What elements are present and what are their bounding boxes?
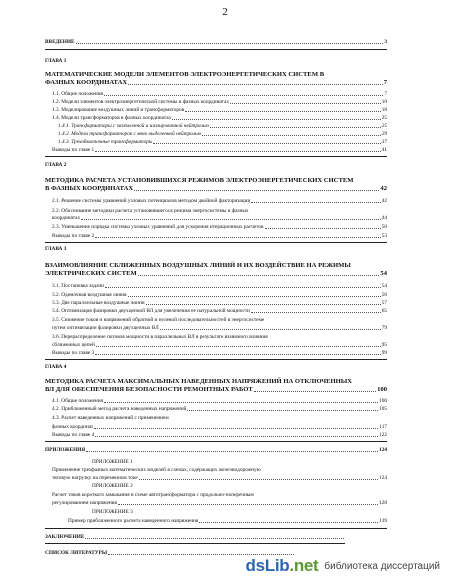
toc-item[interactable]: 1.4. Модели трансформаторов в фазных координатах 25 xyxy=(52,115,387,121)
toc-subitem[interactable]: 1.4.1. Трансформаторы с заземленной и изолированной нейтралью 25 xyxy=(58,123,387,129)
watermark xyxy=(246,556,440,576)
dslib-logo: dsLib.net xyxy=(245,556,319,575)
chapter-title: МЕТОДИКА РАСЧЕТА МАКСИМАЛЬНЫХ НАВЕДЕННЫХ НАПРЯЖЕНИЙ НА ОТКЛЮЧЕННЫХ xyxy=(45,378,352,385)
toc-item[interactable]: Выводы по главе 4 122 xyxy=(52,432,387,438)
divider xyxy=(45,543,345,544)
divider xyxy=(45,242,387,243)
toc-item-cont[interactable]: координатах 44 xyxy=(52,215,387,221)
chapter-title: ВЗАИМОВЛИЯНИЕ СБЛИЖЕННЫХ ВОЗДУШНЫХ ЛИНИЙ И ИХ ВОЗДЕЙСТВИЕ НА РЕЖИМЫ xyxy=(45,262,351,269)
toc-item[interactable]: Выводы по главе 3 99 xyxy=(52,350,387,356)
watermark-subtitle: библиотека диссертаций xyxy=(324,560,440,572)
chapter-heading: ГЛАВА 4 xyxy=(45,364,67,370)
chapter-title: МЕТОДИКА РАСЧЕТА УСТАНОВИВШИХСЯ РЕЖИМОВ ЭЛЕКТРОЭНЕРГЕТИЧЕСКИХ СИСТЕМ xyxy=(45,177,354,184)
toc-item[interactable]: 2.1. Решение системы уравнений узловых потенциалов методом двойной факторизации 42 xyxy=(52,198,387,204)
toc-item[interactable]: 2.2. Обоснование методики расчета установившегося режима энергосистемы в фазных xyxy=(52,208,249,214)
chapter-title-line2[interactable]: ВЛ ДЛЯ ОБЕСПЕЧЕНИЯ БЕЗОПАСНОСТИ РЕМОНТНЫХ РАБОТ 100 xyxy=(45,386,387,393)
toc-item[interactable]: 3.6. Перераспределение потоков мощности в параллельных ВЛ в результате взаимного влияния xyxy=(52,334,268,340)
divider xyxy=(45,156,387,157)
toc-item[interactable]: Выводы по главе 2 53 xyxy=(52,233,387,239)
toc-conclusion[interactable]: ЗАКЛЮЧЕНИЕ xyxy=(45,534,345,540)
chapter-heading: ГЛАВА 1 xyxy=(45,58,67,64)
toc-item-cont[interactable]: фазных координат 117 xyxy=(52,424,387,430)
toc-item[interactable]: Расчет токов короткого замыкания в схеме автотрансформатора с продольно-поперечным xyxy=(52,492,254,498)
toc-item[interactable]: 3.2. Одиночная воздушная линия 56 xyxy=(52,292,387,298)
toc-subitem[interactable]: 1.4.3. Трехобмоточные трансформаторы 37 xyxy=(58,139,387,145)
toc-item[interactable]: Выводы по главе 1 41 xyxy=(52,147,387,153)
toc-item-cont[interactable]: путем оптимизации фазировки двухцепных ВЛ 79 xyxy=(52,325,387,331)
toc-item[interactable]: 4.3. Расчет наведенных напряжений с применением xyxy=(52,415,169,421)
toc-item[interactable]: 3.3. Две параллельные воздушные линии 57 xyxy=(52,300,387,306)
chapter-title-line2[interactable]: В ФАЗНЫХ КООРДИНАТАХ 42 xyxy=(45,185,387,192)
toc-item[interactable]: 4.2. Приближенный метод расчета наведенных напряжений 105 xyxy=(52,406,387,412)
appendix-heading: ПРИЛОЖЕНИЕ 1 xyxy=(92,459,133,465)
toc-item[interactable]: 1.1. Общие положения 7 xyxy=(52,91,387,97)
toc-item-cont[interactable]: сближенных цепей 95 xyxy=(52,342,387,348)
toc-item[interactable]: 3.1. Постановка задачи 54 xyxy=(52,283,387,289)
divider xyxy=(45,441,387,442)
toc-item-cont[interactable]: тяговую нагрузку на переменном токе 124 xyxy=(52,475,387,481)
toc-intro[interactable]: ВВЕДЕНИЕ 3 xyxy=(45,39,387,45)
toc-item-cont[interactable]: регулированием напряжения 128 xyxy=(52,500,387,506)
toc-references[interactable]: СПИСОК ЛИТЕРАТУРЫ xyxy=(45,550,295,556)
toc-item[interactable]: 4.1. Общие положения 100 xyxy=(52,398,387,404)
page-number: 2 xyxy=(222,6,228,18)
toc-item[interactable]: 1.2. Модели элементов электроэнергетической системы в фазных координатах 10 xyxy=(52,99,387,105)
divider xyxy=(45,49,387,50)
divider xyxy=(45,359,387,360)
chapter-heading: ГЛАВА 3 xyxy=(45,246,67,252)
toc-subitem[interactable]: 1.4.2. Модели трансформаторов с явно выделенной нейтралью 29 xyxy=(58,131,387,137)
toc-item[interactable]: 3.4. Оптимизация фазировки двухцепной ВЛ для увеличения ее натуральной мощности 65 xyxy=(52,308,387,314)
chapter-title-line2[interactable]: ФАЗНЫХ КООРДИНАТАХ 7 xyxy=(45,79,387,86)
toc-item[interactable]: 3.5. Снижение токов и напряжений обратной и нулевой последовательностей в энергосистеме xyxy=(52,317,265,323)
appendix-heading: ПРИЛОЖЕНИЕ 2 xyxy=(92,483,133,489)
toc-item[interactable]: 2.3. Уменьшение порядка системы узловых уравнений для ускорения итерационных расчетов 50 xyxy=(52,224,387,230)
toc-item[interactable]: Применение трехфазных математических моделей в схемах, содержащих железнодорожную xyxy=(52,467,261,473)
toc-appendix[interactable]: ПРИЛОЖЕНИЯ 124 xyxy=(45,447,387,453)
divider xyxy=(45,528,387,529)
toc-item[interactable]: 1.3. Моделирование воздушных линий и трансформаторов 18 xyxy=(52,107,387,113)
appendix-heading: ПРИЛОЖЕНИЕ 3 xyxy=(92,509,133,515)
toc-item[interactable]: Пример приближенного расчета наведенного напряжения 139 xyxy=(68,518,387,524)
chapter-title-line2[interactable]: ЭЛЕКТРИЧЕСКИХ СИСТЕМ 54 xyxy=(45,270,387,277)
chapter-heading: ГЛАВА 2 xyxy=(45,162,67,168)
chapter-title: МАТЕМАТИЧЕСКИЕ МОДЕЛИ ЭЛЕМЕНТОВ ЭЛЕКТРОЭНЕРГЕТИЧЕСКИХ СИСТЕМ В xyxy=(45,71,325,78)
